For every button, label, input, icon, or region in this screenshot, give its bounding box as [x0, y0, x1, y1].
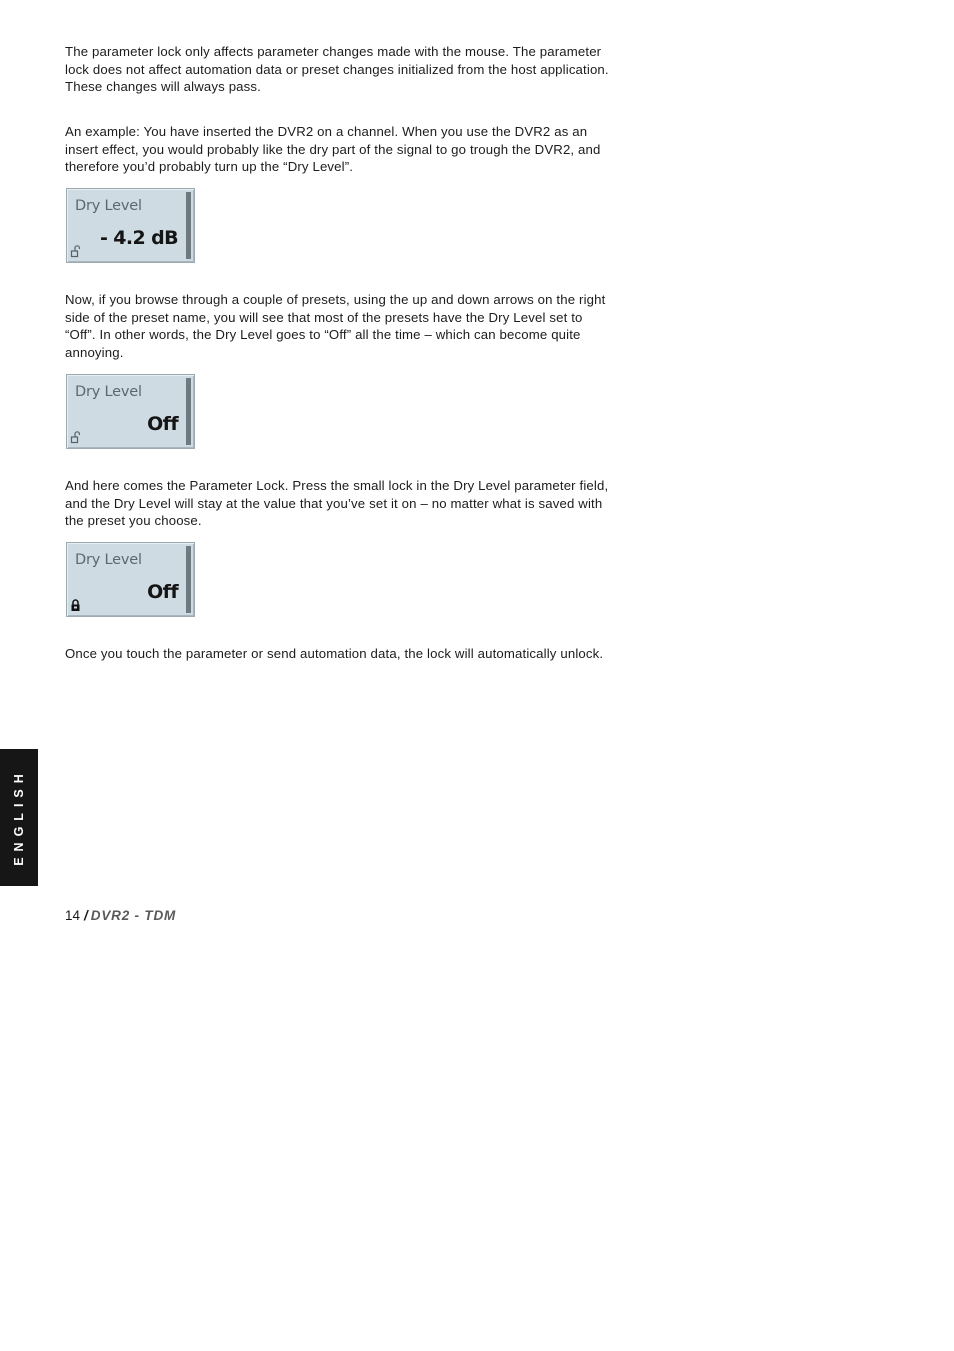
locked-lock-icon[interactable] — [70, 598, 82, 612]
page-number: 14 — [65, 908, 81, 923]
param-level-bar — [186, 192, 191, 259]
unlocked-lock-icon[interactable] — [70, 244, 82, 258]
param-level-bar — [186, 378, 191, 445]
param-value: Off — [147, 581, 178, 603]
param-value: Off — [147, 413, 178, 435]
unlocked-lock-icon[interactable] — [70, 430, 82, 444]
paragraph-parameter-lock-press: And here comes the Parameter Lock. Press the small lock in the Dry Level parameter field, and the Dry Level will stay at the value that you’ve set it on – no matter what is saved with the preset you choose. — [65, 478, 609, 529]
paragraph-example: An example: You have inserted the DVR2 on a channel. When you use the DVR2 as an insert effect, you would probably like the dry part of the signal to go trough the DVR2, and therefore you’d probably turn up the “Dry Level”. — [65, 124, 601, 175]
footer-document-title: DVR2 - TDM — [90, 908, 177, 923]
language-side-tab — [0, 749, 38, 886]
dry-level-field-off — [66, 374, 195, 449]
param-name-label: Dry Level — [75, 198, 142, 214]
param-level-bar — [186, 546, 191, 613]
dry-level-field-example — [66, 188, 195, 263]
page-footer — [65, 908, 176, 923]
paragraph-unlock: Once you touch the parameter or send automation data, the lock will automatically unlock. — [65, 646, 604, 661]
footer-separator: / — [84, 908, 88, 923]
dry-level-field-locked — [66, 542, 195, 617]
param-value: - 4.2 dB — [99, 227, 178, 249]
paragraph-parameter-lock-intro: The parameter lock only affects parameter changes made with the mouse. The parameter lock does not affect automation data or preset changes initialized from the host application. These changes will always pass. — [65, 44, 609, 95]
param-name-label: Dry Level — [75, 552, 142, 568]
language-label: ENGLISH — [12, 768, 26, 866]
param-name-label: Dry Level — [75, 384, 142, 400]
paragraph-browse-presets: Now, if you browse through a couple of presets, using the up and down arrows on the right side of the preset name, you will see that most of the presets have the Dry Level set to “Off”. In other words, the Dry Level goes to “Off” all the time – which can become quite annoying. — [65, 292, 606, 360]
